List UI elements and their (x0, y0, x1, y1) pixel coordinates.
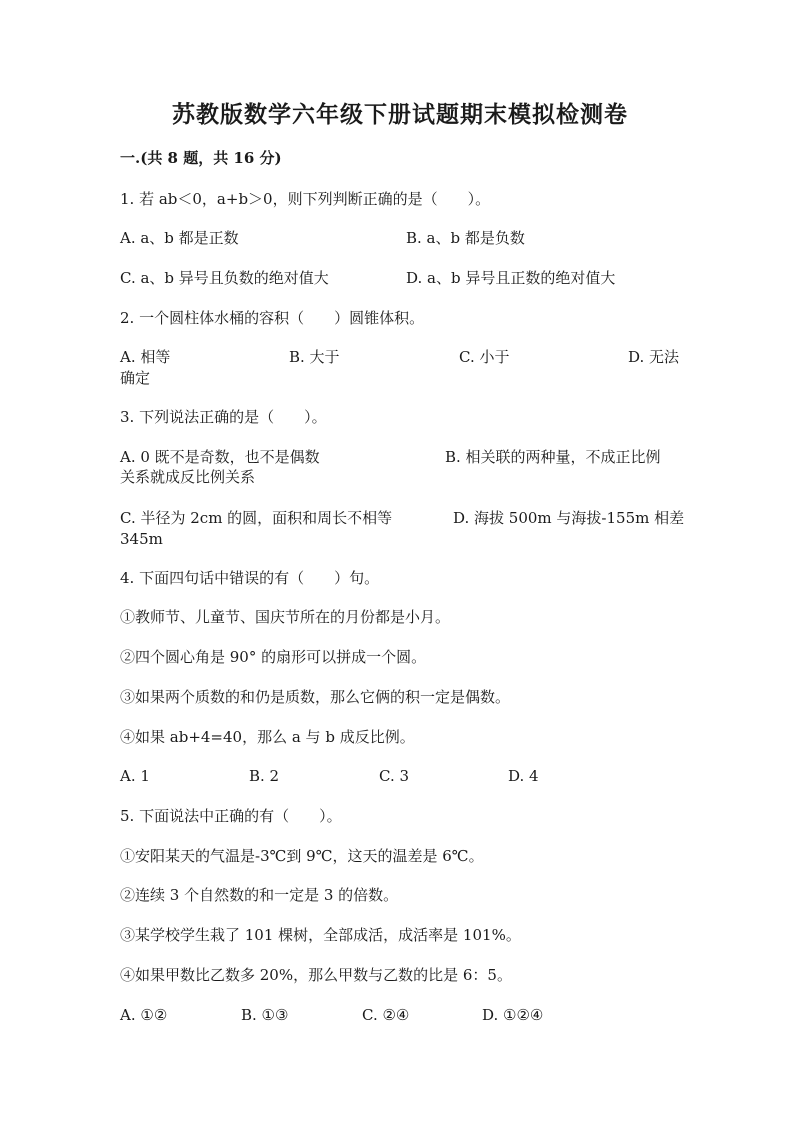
question-2-option-b: B. 大于 (289, 348, 340, 366)
question-2-option-c: C. 小于 (459, 348, 510, 366)
question-4-option-a: A. 1 (120, 767, 150, 785)
question-4-option-b: B. 2 (249, 767, 280, 785)
question-4-statement-1: ①教师节、儿童节、国庆节所在的月份都是小月。 (120, 608, 451, 626)
question-4-option-c: C. 3 (379, 767, 410, 785)
question-2-option-a: A. 相等 (120, 348, 171, 366)
question-5-statement-1: ①安阳某天的气温是-3℃到 9℃，这天的温差是 6℃。 (120, 847, 484, 865)
question-3-option-d: D. 海拔 500m 与海拔-155m 相差 (453, 509, 685, 527)
question-5-statement-3: ③某学校学生栽了 101 棵树，全部成活，成活率是 101%。 (120, 926, 521, 944)
question-3-option-b-wrap: 关系就成反比例关系 (120, 468, 256, 486)
question-1-option-c: C. a、b 异号且负数的绝对值大 (120, 269, 329, 287)
question-5-statement-2: ②连续 3 个自然数的和一定是 3 的倍数。 (120, 886, 399, 904)
question-5-option-a: A. ①② (120, 1006, 168, 1024)
question-1-option-d: D. a、b 异号且正数的绝对值大 (406, 269, 616, 287)
question-5-option-b: B. ①③ (241, 1006, 289, 1024)
question-5-option-c: C. ②④ (362, 1006, 410, 1024)
section-heading: 一.(共 8 题，共 16 分) (120, 149, 282, 167)
question-5-stem: 5. 下面说法中正确的有（ ）。 (120, 807, 342, 825)
question-4-statement-2: ②四个圆心角是 90° 的扇形可以拼成一个圆。 (120, 648, 427, 666)
question-3-option-b: B. 相关联的两种量，不成正比例 (445, 448, 661, 466)
question-5-option-d: D. ①②④ (482, 1006, 544, 1024)
question-5-statement-4: ④如果甲数比乙数多 20%，那么甲数与乙数的比是 6：5。 (120, 966, 512, 984)
question-3-stem: 3. 下列说法正确的是（ ）。 (120, 408, 327, 426)
question-4-stem: 4. 下面四句话中错误的有（ ）句。 (120, 569, 380, 587)
question-4-statement-4: ④如果 ab+4=40，那么 a 与 b 成反比例。 (120, 728, 415, 746)
question-1-option-a: A. a、b 都是正数 (120, 229, 239, 247)
question-2-stem: 2. 一个圆柱体水桶的容积（ ）圆锥体积。 (120, 309, 425, 327)
question-1-stem: 1. 若 ab＜0，a+b＞0，则下列判断正确的是（ ）。 (120, 190, 491, 208)
question-3-option-c: C. 半径为 2cm 的圆，面积和周长不相等 (120, 509, 393, 527)
page-title: 苏教版数学六年级下册试题期末模拟检测卷 (172, 101, 628, 128)
question-2-option-d-wrap: 确定 (120, 369, 151, 387)
question-1-option-b: B. a、b 都是负数 (406, 229, 525, 247)
question-4-option-d: D. 4 (508, 767, 539, 785)
question-3-option-a: A. 0 既不是奇数，也不是偶数 (120, 448, 320, 466)
question-3-option-d-wrap: 345m (120, 530, 163, 548)
question-2-option-d: D. 无法 (628, 348, 680, 366)
question-4-statement-3: ③如果两个质数的和仍是质数，那么它俩的积一定是偶数。 (120, 688, 511, 706)
